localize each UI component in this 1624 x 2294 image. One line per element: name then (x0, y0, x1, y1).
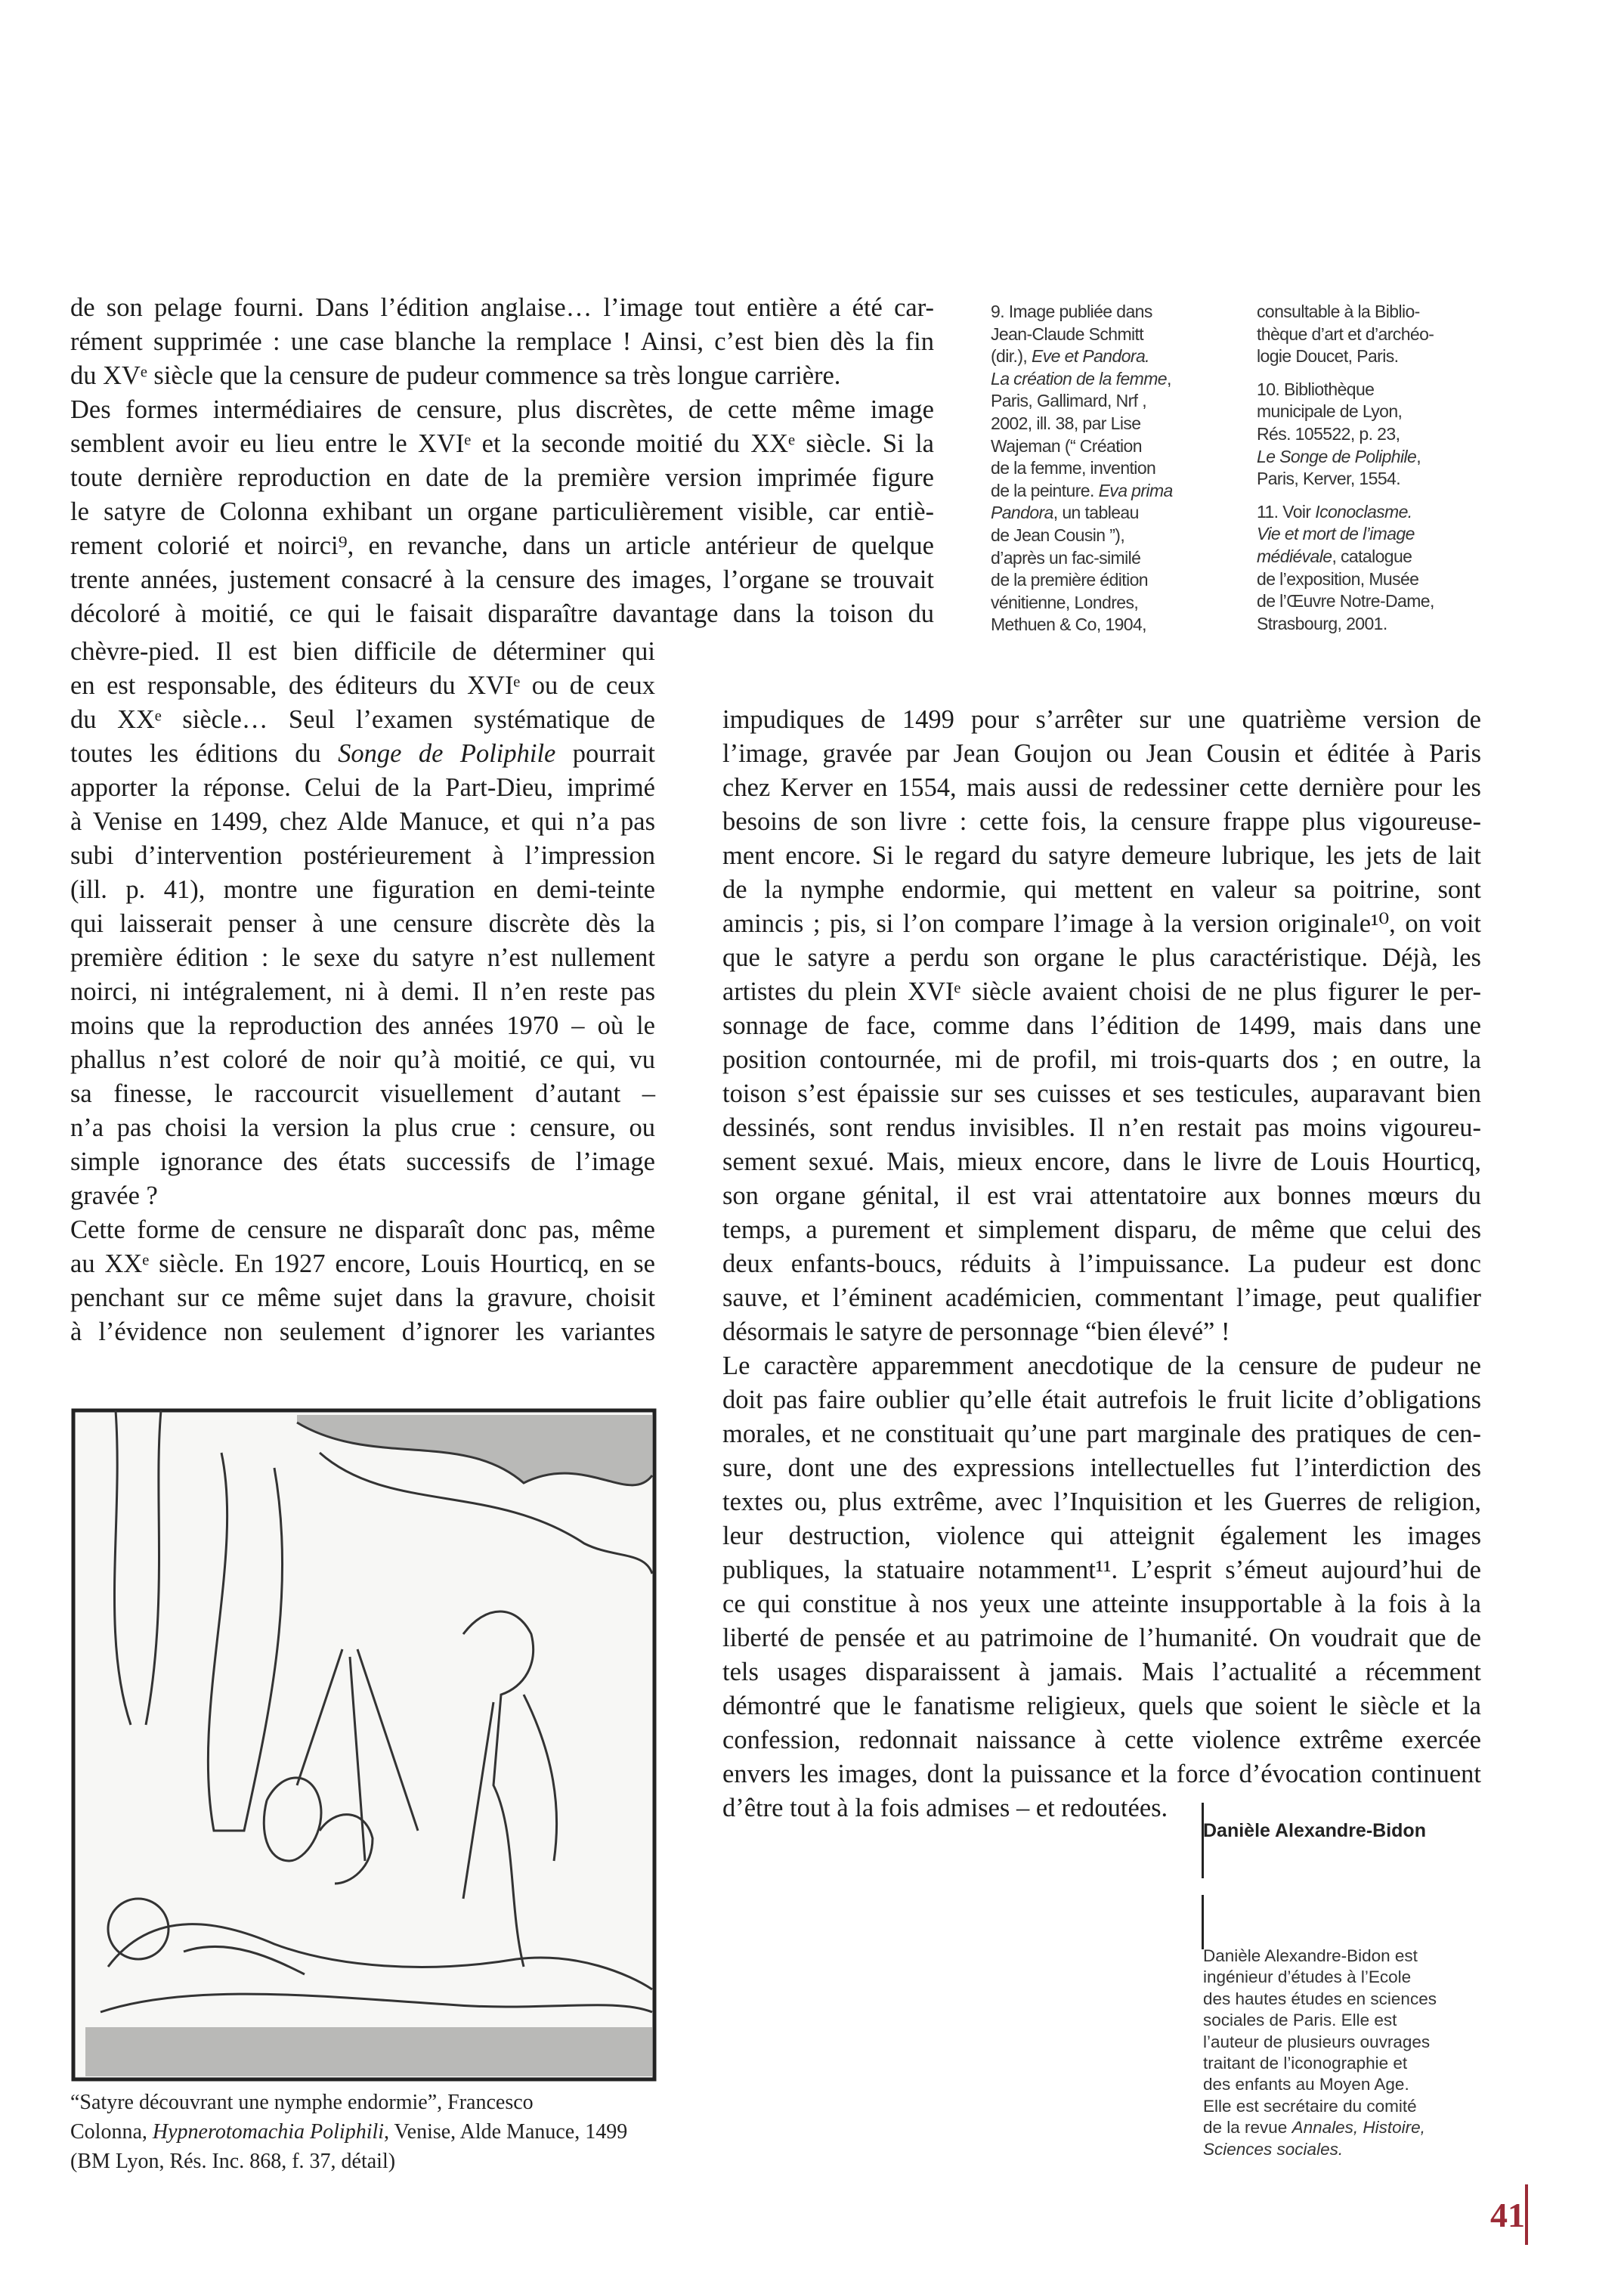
text-line (1257, 446, 1434, 469)
text-segment: chèvre-pied. Il est bien difficile de déterminer qui (70, 637, 655, 666)
text-segment: l’auteur de plusieurs ouvrages (1203, 2032, 1431, 2051)
text-segment: de la revue (1203, 2118, 1292, 2138)
text-segment: des enfants au Moyen Age. (1203, 2075, 1409, 2094)
text-line (991, 592, 1173, 615)
text-line (70, 941, 655, 975)
text-line (70, 1247, 655, 1281)
text-segment: toute dernière reproduction en date de la première version imprimée figure (70, 463, 934, 492)
text-line (70, 359, 934, 393)
text-segment: toutes les éditions du (70, 739, 339, 768)
text-line (722, 1179, 1481, 1213)
text-line (1257, 590, 1434, 613)
paragraph (70, 393, 934, 631)
text-segment: à Venise en 1499, chez Alde Manuce, et qui n’a pas (70, 807, 655, 836)
text-segment: au XXᵉ siècle. En 1927 encore, Louis Hourticq, en se (70, 1249, 655, 1278)
text-segment: du XVᵉ siècle que la censure de pudeur commence sa très longue carrière. (70, 361, 841, 390)
text-line (722, 839, 1481, 873)
text-line (722, 805, 1481, 839)
text-line (70, 2088, 627, 2117)
text-line (722, 1315, 1481, 1349)
text-line (722, 1723, 1481, 1757)
text-segment: ingénieur d’études à l’Ecole (1203, 1967, 1412, 1987)
paragraph (70, 635, 655, 1213)
text-segment: des hautes études en sciences (1203, 1989, 1437, 2008)
text-segment: de l’Œuvre Notre-Dame, (1257, 591, 1434, 611)
text-line (991, 435, 1173, 458)
text-segment: n’a pas choisi la version la plus crue : censure, ou (70, 1113, 655, 1142)
paragraph (70, 291, 934, 393)
text-line (991, 457, 1173, 480)
text-segment: première édition : le sexe du satyre n’est nullement (70, 943, 655, 972)
text-segment: phallus n’est coloré de noir qu’à moitié, ce qui, vu (70, 1045, 655, 1074)
text-line (722, 1553, 1481, 1587)
text-segment: sociales de Paris. Elle est (1203, 2011, 1397, 2030)
text-segment: consultable à la Biblio- (1257, 302, 1420, 321)
satyr-nymph-engraving (70, 1407, 657, 2082)
text-segment: Le caractère apparemment anecdotique de la censure de pudeur ne (722, 1351, 1481, 1380)
text-line (722, 1417, 1481, 1451)
text-line (722, 1247, 1481, 1281)
text-segment: amincis ; pis, si l’on compare l’image à la version originale¹⁰, on voit (722, 909, 1481, 938)
italic-text: Annales, Histoire, (1291, 2118, 1425, 2138)
text-line (991, 569, 1173, 592)
text-line (722, 975, 1481, 1009)
text-segment: son organe génital, il est vrai attentatoire aux bonnes mœurs du (722, 1181, 1481, 1210)
text-line (70, 563, 934, 597)
text-segment: simple ignorance des états successifs de l’image (70, 1147, 655, 1176)
text-segment: vénitienne, Londres, (991, 592, 1139, 612)
text-segment: confession, redonnait naissance à cette violence extrême exercée (722, 1726, 1481, 1754)
text-segment: , un tableau (1053, 503, 1139, 523)
article-right-column (722, 703, 1481, 1825)
text-segment: sa finesse, le raccourcit visuellement d’autant – (70, 1079, 655, 1108)
text-line (70, 737, 655, 771)
text-segment: qui laisserait penser à une censure discrète dès la (70, 909, 655, 938)
text-line (722, 907, 1481, 941)
italic-text: Sciences sociales. (1203, 2139, 1344, 2159)
text-line (70, 1281, 655, 1315)
text-segment: pourrait (555, 739, 655, 768)
text-line (1257, 423, 1434, 446)
text-line (1257, 523, 1434, 546)
text-line (70, 291, 934, 325)
text-line (70, 873, 655, 907)
footnotes-column-1 (991, 301, 1173, 647)
italic-text: Pandora (991, 503, 1053, 523)
text-line (1257, 501, 1434, 524)
text-line (70, 427, 934, 461)
figure-caption (70, 2088, 627, 2176)
text-segment: gravée ? (70, 1181, 158, 1210)
paragraph (722, 1349, 1481, 1825)
text-line (1203, 1946, 1437, 1967)
text-line (70, 907, 655, 941)
text-segment: rement colorié et noirci⁹, en revanche, dans un article antérieur de quelque (70, 531, 934, 560)
text-line (70, 461, 934, 495)
text-line (991, 525, 1173, 547)
text-segment: position contournée, mi de profil, mi trois-quarts dos ; en outre, la (722, 1045, 1481, 1074)
text-line (70, 495, 934, 529)
text-line (722, 771, 1481, 805)
text-segment: 11. Voir (1257, 501, 1316, 522)
text-segment: liberté de pensée et au patrimoine de l’humanité. On voudrait que de (722, 1624, 1481, 1652)
text-segment: sure, dont une des expressions intellectuelles fut l’interdiction des (722, 1453, 1481, 1482)
text-line (1257, 568, 1434, 591)
text-line (991, 480, 1173, 503)
text-line (722, 1519, 1481, 1553)
text-segment: sonnage de face, comme dans l’édition de 1499, mais dans une (722, 1011, 1481, 1040)
text-line (1257, 613, 1434, 636)
text-line (991, 547, 1173, 570)
text-line (722, 1587, 1481, 1621)
text-line (1257, 546, 1434, 568)
paragraph (70, 1213, 655, 1349)
text-line (1203, 2010, 1437, 2031)
text-line (722, 1757, 1481, 1791)
text-segment: Colonna, (70, 2120, 153, 2144)
italic-text: Eve et Pandora. (1031, 346, 1149, 367)
text-segment: rément supprimée : une case blanche la remplace ! Ainsi, c’est bien dès la fin (70, 327, 934, 356)
text-segment: “Satyre découvrant une nymphe endormie”, Francesco (70, 2091, 534, 2114)
italic-text: Vie et mort de l’image (1257, 524, 1415, 544)
text-segment: toison s’est épaissie sur ses cuisses et ses testicules, auparavant bien (722, 1079, 1481, 1108)
text-segment: Paris, Kerver, 1554. (1257, 469, 1400, 489)
text-segment: 9. Image publiée dans (991, 302, 1152, 321)
text-segment: traitant de l’iconographie et (1203, 2054, 1408, 2073)
text-segment: (ill. p. 41), montre une figuration en demi-teinte (70, 875, 655, 904)
text-line (70, 1213, 655, 1247)
text-segment: morales, et ne constituait qu’une part marginale des pratiques de cen- (722, 1419, 1481, 1448)
text-line (722, 1485, 1481, 1519)
text-line (70, 1009, 655, 1043)
text-segment: le satyre de Colonna exhibant un organe particulièrement visible, car entiè- (70, 497, 934, 526)
text-segment: désormais le satyre de personnage “bien élevé” ! (722, 1317, 1230, 1346)
text-line (722, 1281, 1481, 1315)
text-segment: Danièle Alexandre-Bidon est (1203, 1946, 1418, 1965)
page-number: 41 (1490, 2196, 1525, 2234)
text-segment: doit pas faire oublier qu’elle était autrefois le fruit licite d’obligations (722, 1385, 1481, 1414)
text-segment: leur destruction, violence qui atteignit également les images (722, 1522, 1481, 1550)
text-line (70, 703, 655, 737)
text-line (991, 502, 1173, 525)
text-line (1203, 2032, 1437, 2053)
page-number-rule (1525, 2184, 1528, 2245)
text-line (722, 941, 1481, 975)
text-segment: municipale de Lyon, (1257, 401, 1403, 422)
text-line (991, 368, 1173, 391)
text-line (70, 393, 934, 427)
text-line (722, 1111, 1481, 1145)
text-line (991, 413, 1173, 435)
text-segment: de l’exposition, Musée (1257, 568, 1419, 589)
text-line (70, 325, 934, 359)
text-segment: l’image, gravée par Jean Goujon ou Jean Cousin et éditée à Paris (722, 739, 1481, 768)
italic-text: Le Songe de Poliphile (1257, 446, 1417, 466)
text-segment: de la peinture. (991, 480, 1099, 500)
text-line (70, 635, 655, 669)
text-segment: ment encore. Si le regard du satyre demeure lubrique, les jets de lait (722, 841, 1481, 870)
text-line (1257, 324, 1434, 346)
text-line (1203, 2074, 1437, 2095)
text-segment: tels usages disparaissent à jamais. Mais l’actualité a récemment (722, 1658, 1481, 1686)
italic-text: Eva prima (1098, 480, 1173, 500)
text-line (1257, 468, 1434, 491)
text-segment: ce qui constitue à nos yeux une atteinte insupportable à la fois à la (722, 1590, 1481, 1618)
paragraph (70, 2088, 627, 2176)
text-line (991, 301, 1173, 324)
text-line (722, 1655, 1481, 1689)
text-segment: décoloré à moitié, ce qui le faisait disparaître davantage dans la toison du (70, 599, 934, 628)
text-segment: d’être tout à la fois admises – et redoutées. (722, 1794, 1168, 1822)
text-segment: Elle est secrétaire du comité (1203, 2096, 1417, 2116)
text-line (722, 1077, 1481, 1111)
text-line (70, 2117, 627, 2147)
text-line (70, 771, 655, 805)
text-segment: , (1416, 446, 1421, 466)
paragraph (1257, 501, 1434, 636)
text-segment: publiques, la statuaire notamment¹¹. L’esprit s’émeut aujourd’hui de (722, 1556, 1481, 1584)
paragraph (722, 703, 1481, 1349)
text-segment: apporter la réponse. Celui de la Part-Dieu, imprimé (70, 773, 655, 802)
text-line (991, 614, 1173, 636)
paragraph (1257, 301, 1434, 368)
text-segment: de Jean Cousin ”), (991, 525, 1125, 545)
text-segment: artistes du plein XVIᵉ siècle avaient choisi de ne plus figurer le per- (722, 977, 1481, 1006)
text-segment: sauve, et l’éminent académicien, commentant l’image, peut qualifier (722, 1283, 1481, 1312)
text-segment: (BM Lyon, Rés. Inc. 868, f. 37, détail) (70, 2150, 396, 2173)
text-line (70, 1315, 655, 1349)
text-line (1257, 401, 1434, 423)
text-line (1203, 2117, 1437, 2138)
text-line (1257, 301, 1434, 324)
text-line (722, 1349, 1481, 1383)
text-segment: 10. Bibliothèque (1257, 379, 1375, 399)
text-segment: besoins de son livre : cette fois, la censure frappe plus vigoureuse- (722, 807, 1481, 836)
author-bio (1203, 1946, 1437, 2160)
footnotes-column-2 (1257, 301, 1434, 645)
text-segment: de la nymphe endormie, qui mettent en valeur sa poitrine, sont (722, 875, 1481, 904)
text-segment: temps, a purement et simplement disparu, de même que celui des (722, 1215, 1481, 1244)
woodcut-illustration (70, 1407, 657, 2082)
text-segment: que le satyre a perdu son organe le plus caractéristique. Déjà, les (722, 943, 1481, 972)
text-segment: chez Kerver en 1554, mais aussi de redessiner cette dernière pour les (722, 773, 1481, 802)
text-segment: sement sexué. Mais, mieux encore, dans le livre de Louis Hourticq, (722, 1147, 1481, 1176)
author-signature: Danièle Alexandre-Bidon (1203, 1820, 1426, 1841)
text-segment: Paris, Gallimard, Nrf , (991, 391, 1147, 411)
text-segment: penchant sur ce même sujet dans la gravure, choisit (70, 1283, 655, 1312)
text-segment: deux enfants-boucs, réduits à l’impuissance. La pudeur est donc (722, 1249, 1481, 1278)
text-line (70, 805, 655, 839)
text-segment: moins que la reproduction des années 1970 – où le (70, 1011, 655, 1040)
text-line (722, 1043, 1481, 1077)
article-left-column (70, 635, 655, 1349)
text-line (722, 1009, 1481, 1043)
text-line (1257, 345, 1434, 368)
text-segment: Jean-Claude Schmitt (991, 324, 1144, 344)
italic-text: Iconoclasme. (1315, 501, 1412, 522)
text-line (722, 1621, 1481, 1655)
text-line (1203, 2139, 1437, 2160)
text-line (70, 1043, 655, 1077)
text-line (722, 1383, 1481, 1417)
text-segment: Methuen & Co, 1904, (991, 615, 1146, 635)
text-line (70, 1111, 655, 1145)
text-line (70, 669, 655, 703)
text-segment: d’après un fac-similé (991, 547, 1141, 568)
text-line (1203, 2096, 1437, 2117)
paragraph (1257, 379, 1434, 491)
text-line (70, 1145, 655, 1179)
text-segment: Wajeman (“ Création (991, 435, 1142, 456)
text-line (722, 737, 1481, 771)
italic-text: Hypnerotomachia Poliphili (152, 2120, 385, 2144)
italic-text: Songe de Poliphile (338, 739, 556, 768)
text-segment: démontré que le fanatisme religieux, quels que soient le siècle et la (722, 1692, 1481, 1720)
text-segment: , Venise, Alde Manuce, 1499 (384, 2120, 628, 2144)
text-line (1203, 1989, 1437, 2010)
text-segment: de son pelage fourni. Dans l’édition anglaise… l’image tout entière a été car- (70, 293, 934, 322)
text-segment: Cette forme de censure ne disparaît donc pas, même (70, 1215, 655, 1244)
text-line (70, 975, 655, 1009)
text-segment: (dir.), (991, 346, 1032, 367)
text-segment: semblent avoir eu lieu entre le XVIᵉ et la seconde moitié du XXᵉ siècle. Si la (70, 429, 934, 458)
text-line (722, 1213, 1481, 1247)
italic-text: médiévale (1257, 546, 1332, 566)
text-line (722, 873, 1481, 907)
text-line (991, 324, 1173, 346)
text-line (70, 597, 934, 631)
text-segment: envers les images, dont la puissance et la force d’évocation continuent (722, 1760, 1481, 1788)
text-line (991, 390, 1173, 413)
text-segment: Des formes intermédiaires de censure, plus discrètes, de cette même image (70, 395, 934, 424)
text-line (70, 1077, 655, 1111)
text-line (991, 345, 1173, 368)
paragraph (991, 301, 1173, 636)
text-line (70, 1179, 655, 1213)
text-line (70, 839, 655, 873)
text-segment: logie Doucet, Paris. (1257, 346, 1399, 367)
text-segment: à l’évidence non seulement d’ignorer les variantes (70, 1317, 655, 1346)
italic-text: La création de la femme (991, 368, 1167, 389)
text-line (722, 1689, 1481, 1723)
text-segment: impudiques de 1499 pour s’arrêter sur une quatrième version de (722, 705, 1481, 734)
bio-rule (1202, 1895, 1204, 1949)
text-line (1203, 1967, 1437, 1988)
text-segment: subi d’intervention postérieurement à l’impression (70, 841, 655, 870)
text-line (722, 1145, 1481, 1179)
text-segment: textes ou, plus extrême, avec l’Inquisition et les Guerres de religion, (722, 1488, 1481, 1516)
text-segment: en est responsable, des éditeurs du XVIᵉ ou de ceux (70, 671, 655, 700)
text-segment: du XXᵉ siècle… Seul l’examen systématique de (70, 705, 655, 734)
article-intro-text (70, 291, 934, 631)
text-line (1257, 379, 1434, 401)
text-segment: dessinés, sont rendus invisibles. Il n’en restait pas moins vigoureu- (722, 1113, 1481, 1142)
text-segment: Rés. 105522, p. 23, (1257, 423, 1400, 444)
text-segment: noirci, ni intégralement, ni à demi. Il n’en reste pas (70, 977, 655, 1006)
text-line (722, 703, 1481, 737)
text-segment: de la première édition (991, 570, 1148, 590)
text-segment: trente années, justement consacré à la censure des images, l’organe se trouvait (70, 565, 934, 594)
text-line (70, 529, 934, 563)
text-line (70, 2147, 627, 2176)
text-segment: 2002, ill. 38, par Lise (991, 413, 1141, 433)
text-line (722, 1451, 1481, 1485)
text-segment: , (1166, 368, 1171, 389)
paragraph (1203, 1946, 1437, 2160)
text-segment: , catalogue (1332, 546, 1412, 566)
text-line (1203, 2053, 1437, 2074)
text-segment: de la femme, invention (991, 458, 1156, 478)
text-segment: thèque d’art et d’archéo- (1257, 324, 1434, 344)
text-segment: Strasbourg, 2001. (1257, 613, 1387, 633)
